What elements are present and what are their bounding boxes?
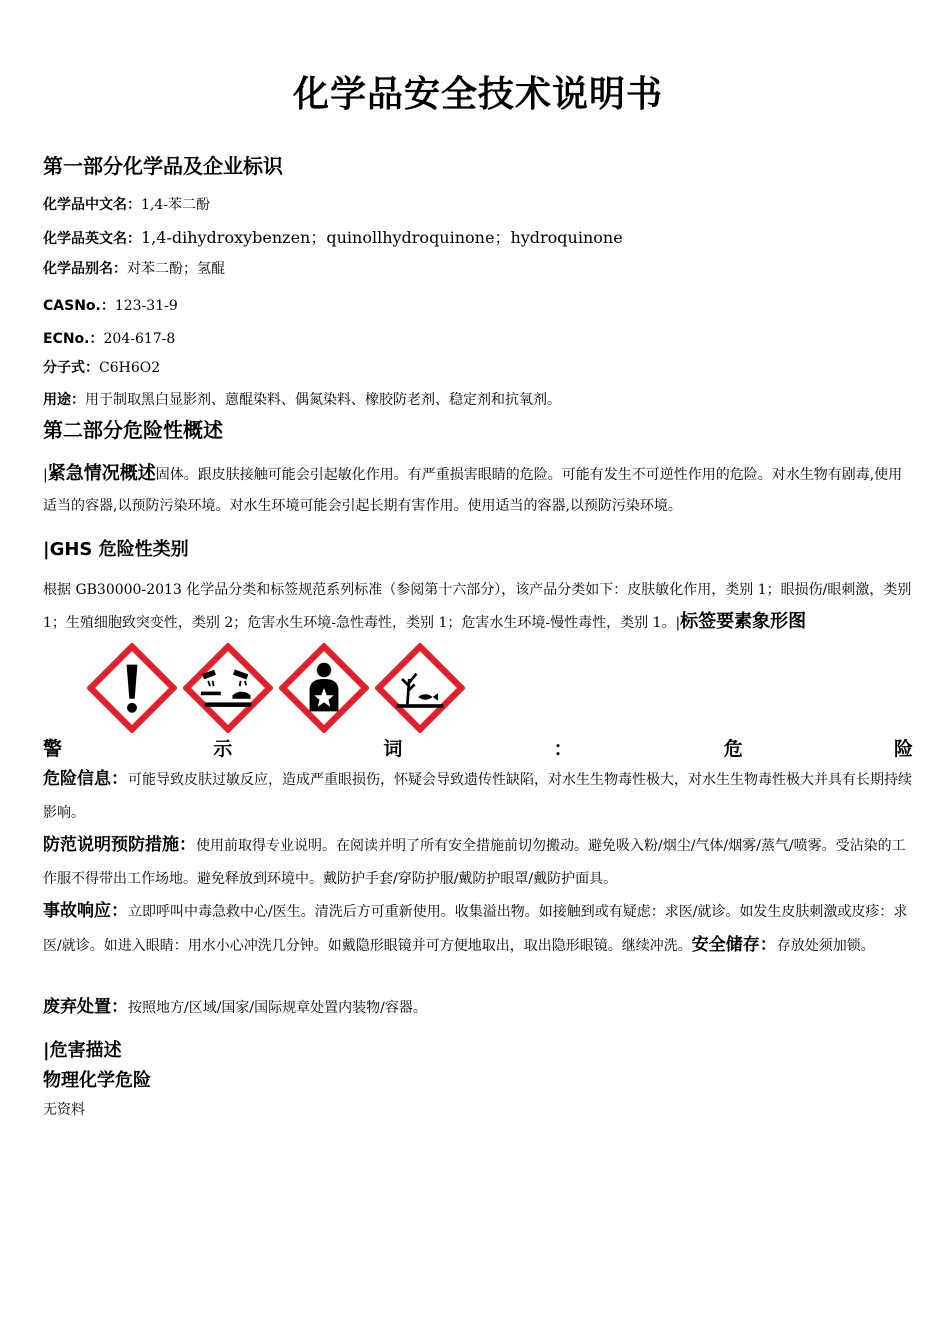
use-row: [43, 389, 561, 409]
ghs-pictograms: [87, 643, 465, 735]
prevention-label: 防范说明预防措施：: [43, 835, 196, 855]
storage-text: 存放处须加锁。: [776, 938, 875, 954]
ec-row: [43, 328, 175, 348]
prevention-text: 使用前取得专业说明。在阅读并明了所有安全措施前切勿搬动。避免吸入粉/烟尘/气体/烟雾/蒸气/喷雾。受沾染的工作服不得带出工作场地。避免释放到环境中。戴防护手套/穿防护服/戴防护眼罩/戴防护面具。: [43, 838, 906, 887]
use-value: 用于制取黑白显影剂、蒽醌染料、偶氮染料、橡胶防老剂、稳定剂和抗氧剂。: [85, 392, 561, 408]
signal-word-row: [43, 734, 913, 761]
en-name-row: [43, 225, 623, 248]
storage-label: 安全储存：: [691, 935, 777, 955]
exclamation-icon: [87, 643, 177, 733]
page-title: 化学品安全技术说明书: [292, 74, 663, 115]
hazard-info-text: 可能导致皮肤过敏反应，造成严重眼损伤，怀疑会导致遗传性缺陷，对水生生物毒性极大，对水生生物毒性极大并具有长期持续影响。: [43, 772, 912, 821]
ec-value: 204-617-8: [103, 331, 176, 347]
response-text: 立即呼叫中毒急救中心/医生。清洗后方可重新使用。收集溢出物。如接触到或有疑虑：求医/就诊。如发生皮肤刺激或皮疹：求医/就诊。如进入眼睛：用水小心冲洗几分钟。如戴隐形眼镜并可方便地取出，取出隐形眼镜。继续冲洗。: [43, 904, 908, 954]
pictogram-label: 标签要素象形图: [680, 611, 807, 632]
disposal-label: 废弃处置：: [43, 997, 128, 1017]
en-name-label: 化学品英文名：: [43, 231, 141, 247]
prevention-paragraph: [43, 829, 913, 896]
response-label: 事故响应：: [43, 901, 128, 921]
signal-char: 危: [723, 738, 743, 760]
hazard-info-paragraph: [43, 763, 913, 830]
environment-icon: [375, 643, 465, 733]
health-hazard-icon: [279, 643, 369, 733]
hazard-info-label: 危险信息：: [43, 769, 128, 789]
cn-name-row: [43, 194, 210, 214]
cas-row: [43, 295, 178, 315]
ghs-heading: |GHS 危险性类别: [43, 539, 189, 560]
alias-value: 对苯二酚；氢醌: [127, 261, 225, 277]
signal-char: 警: [43, 738, 63, 760]
physchem-text: 无资料: [43, 1102, 85, 1118]
disposal-paragraph: [43, 991, 913, 1025]
formula-row: [43, 357, 160, 377]
cas-value: 123-31-9: [114, 298, 178, 314]
emergency-paragraph: |紧急情况概述固体。跟皮肤接触可能会引起敏化作用。有严重损害眼睛的危险。可能有发生不可逆性作用的危险。对水生物有剧毒,使用适当的容器,以预防污染环境。对水生环境可能会引起长期有害作用。使用适当的容器,以预防污染环境。: [43, 463, 903, 514]
cn-name-label: 化学品中文名：: [43, 197, 141, 213]
cn-name-value: 1,4-苯二酚: [141, 197, 210, 213]
disposal-text: 按照地方/区域/国家/国际规章处置内装物/容器。: [128, 1000, 427, 1016]
en-name-value: 1,4-dihydroxybenzen；quinollhydroquinone；hydroquinone: [141, 228, 623, 247]
alias-label: 化学品别名：: [43, 261, 127, 277]
hazard-desc-heading: |危害描述: [43, 1040, 122, 1061]
ghs-paragraph: 根据 GB30000-2013 化学品分类和标签规范系列标准（参阅第十六部分），该产品分类如下：皮肤敏化作用，类别 1；眼损伤/眼刺激，类别 1；生殖细胞致突变性，类别 2；危害水生环境-急性毒性，类别 1；危害水生环境-慢性毒性，类别 1。|标签要素象形图: [43, 582, 912, 632]
response-paragraph: [43, 895, 913, 963]
emergency-label: 紧急情况概述: [47, 463, 156, 484]
part1-heading: 第一部分化学品及企业标识: [43, 154, 283, 178]
formula-label: 分子式：: [43, 360, 99, 376]
cas-label: CASNo.：: [43, 298, 115, 314]
signal-char: ：: [553, 738, 573, 760]
formula-value: C6H6O2: [99, 360, 161, 376]
signal-char: 示: [213, 738, 233, 760]
use-label: 用途：: [43, 392, 85, 408]
hazard-desc-heading-text: 危害描述: [49, 1040, 122, 1061]
corrosion-icon: [183, 643, 273, 733]
alias-row: [43, 258, 225, 278]
ghs-heading-text: GHS 危险性类别: [49, 539, 189, 560]
ghs-text: 根据 GB30000-2013 化学品分类和标签规范系列标准（参阅第十六部分），该产品分类如下：皮肤敏化作用，类别 1；眼损伤/眼刺激，类别 1；生殖细胞致突变性，类别 2；危害水生环境-急性毒性，类别 1；危害水生环境-慢性毒性，类别 1。: [43, 582, 912, 631]
signal-char: 词: [383, 738, 403, 760]
emergency-text: 固体。跟皮肤接触可能会引起敏化作用。有严重损害眼睛的危险。可能有发生不可逆性作用的危险。对水生物有剧毒,使用适当的容器,以预防污染环境。对水生环境可能会引起长期有害作用。使用适当的容器,以预防污染环境。: [43, 467, 903, 514]
physchem-heading: 物理化学危险: [43, 1070, 151, 1091]
part2-heading: 第二部分危险性概述: [43, 418, 223, 442]
signal-char: 险: [893, 738, 913, 760]
ec-label: ECNo.：: [43, 331, 104, 347]
